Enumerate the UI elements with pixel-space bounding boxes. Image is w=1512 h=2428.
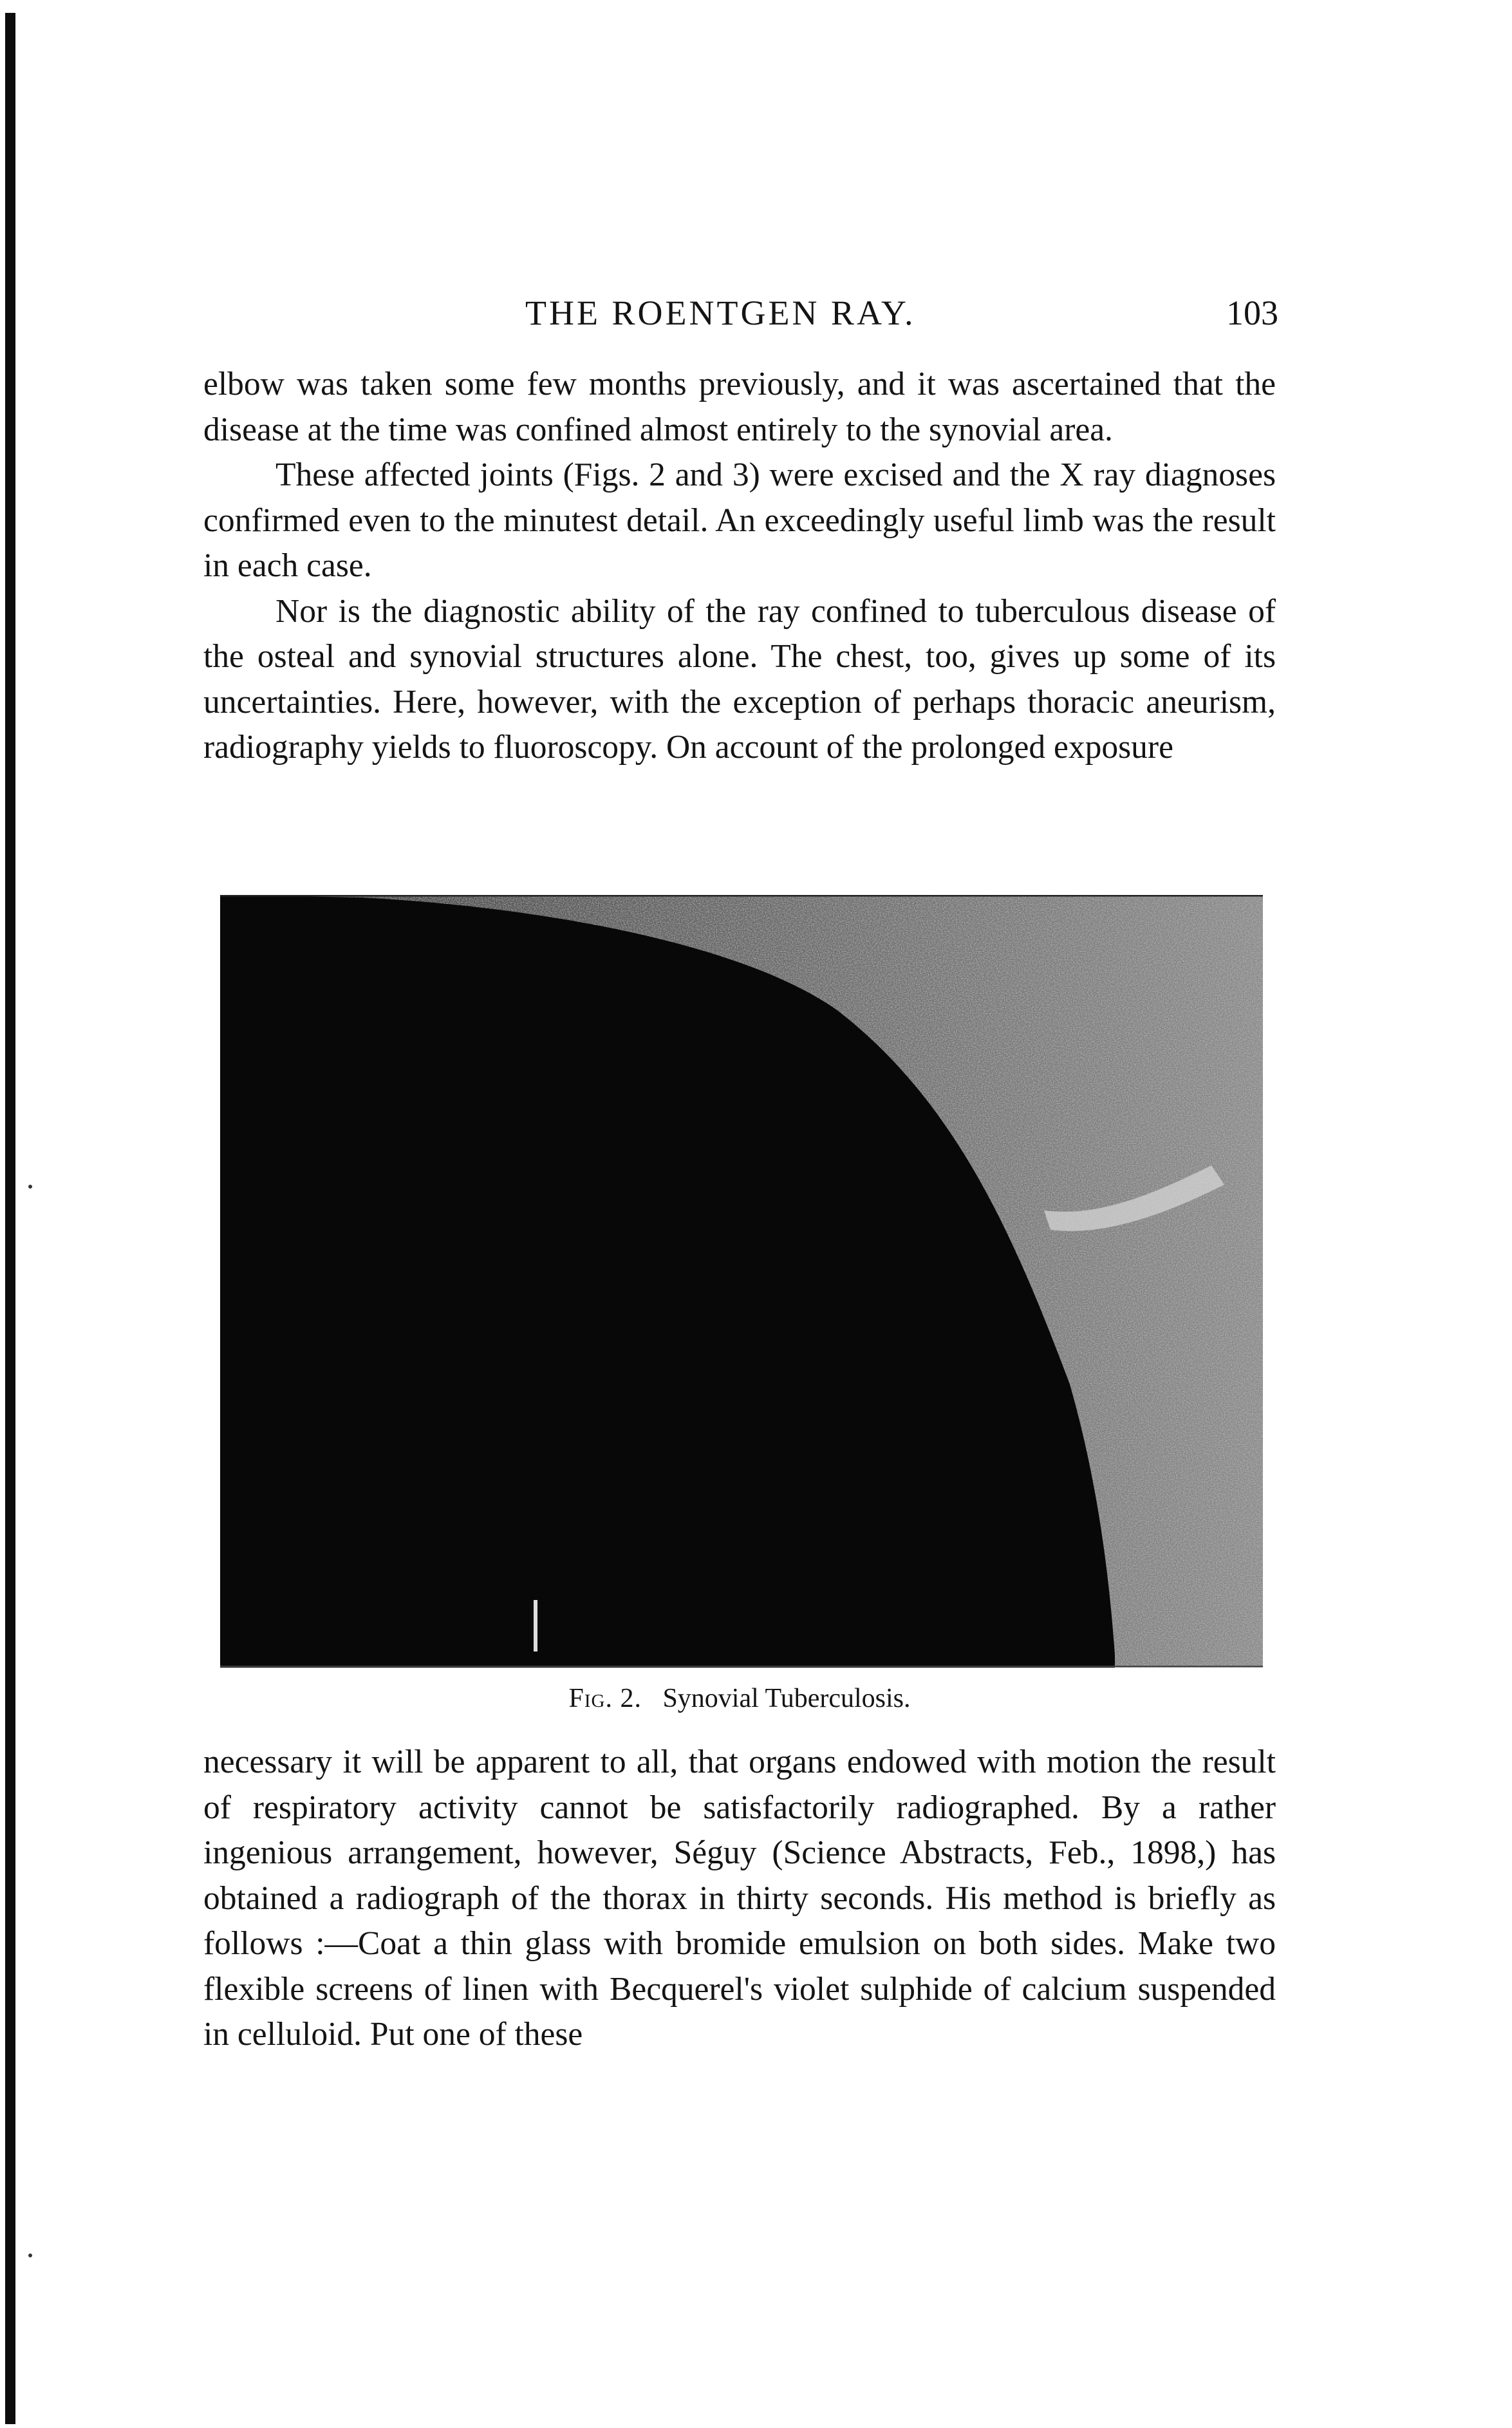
- radiograph-figure: [220, 895, 1263, 1668]
- binding-edge: [5, 13, 15, 2424]
- ink-speck: [28, 1185, 32, 1189]
- ink-speck: [28, 2254, 32, 2257]
- figure-caption-text: Synovial Tuberculosis.: [662, 1684, 911, 1713]
- body-text-bottom: [203, 1740, 1276, 2058]
- running-title: THE ROENTGEN RAY.: [525, 294, 916, 332]
- radiograph-image: [220, 895, 1263, 1668]
- figure-caption: [203, 1683, 1276, 1714]
- page-number: 103: [1226, 294, 1278, 332]
- paragraph: Nor is the diagnostic ability of the ray confined to tuberculous disease of the osteal and synovial structures alone. The chest, too, gives up some of its uncertainties. Here, however, with the exception of perhaps thoracic aneurism, radiography yields to fluoroscopy. On account of the prolonged exposure: [203, 592, 1276, 766]
- paragraph: elbow was taken some few months previously, and it was ascertained that the disease at the time was confined almost entirely to the synovial area.: [203, 366, 1276, 448]
- body-text-top: [203, 362, 1276, 771]
- figure-label: Fig. 2.: [568, 1684, 642, 1713]
- paragraph: These affected joints (Figs. 2 and 3) were excised and the X ray diagnoses confirmed even to the minutest detail. An exceedingly useful limb was the result in each case.: [203, 456, 1276, 584]
- paragraph: necessary it will be apparent to all, that organs endowed with motion the result of respiratory activity cannot be satisfactorily radiographed. By a rather ingenious arrangement, however, Séguy (Science Abstracts, Feb., 1898,) has obtained a radiograph of the thorax in thirty seconds. His method is briefly as follows :—Coat a thin glass with bromide emulsion on both sides. Make two flexible screens of linen with Becquerel's violet sulphide of calcium suspended in celluloid. Put one of these: [203, 1744, 1276, 2053]
- running-head: [203, 293, 1278, 338]
